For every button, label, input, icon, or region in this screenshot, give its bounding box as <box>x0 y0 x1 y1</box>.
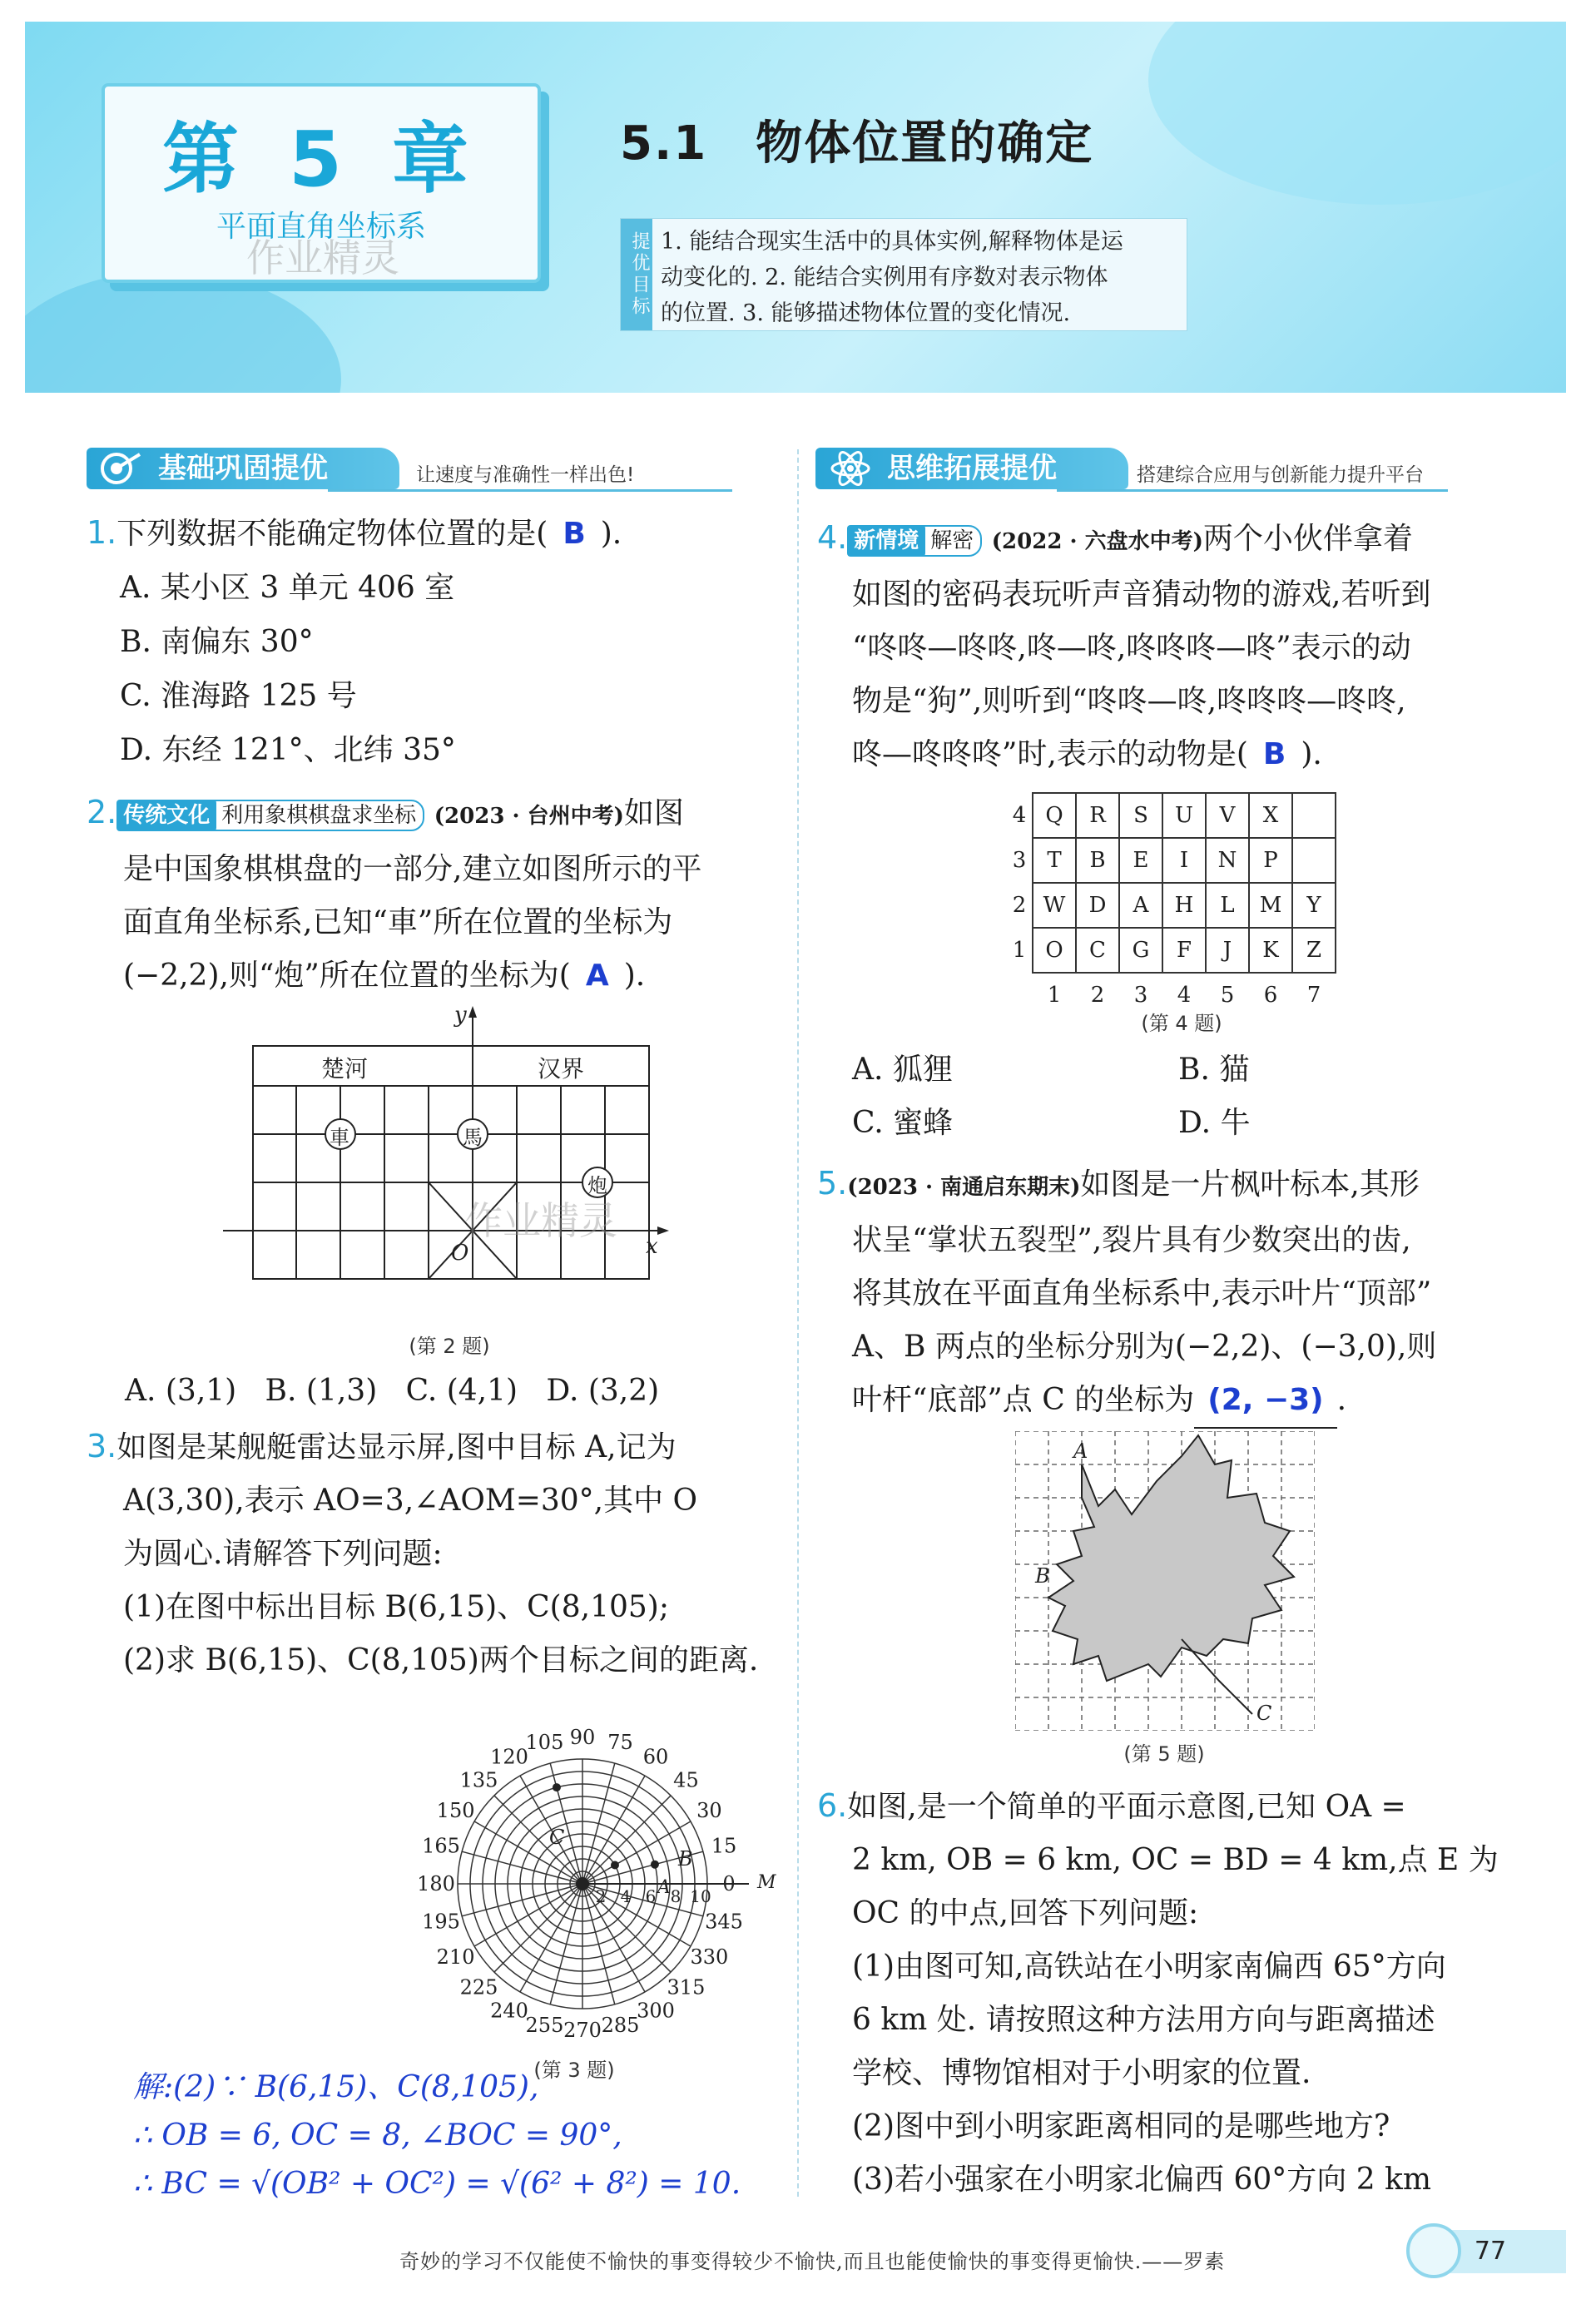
section-title: 基础巩固提优 <box>87 448 399 489</box>
radar-angle-label: 75 <box>607 1730 633 1754</box>
radar-spoke <box>582 1821 691 1884</box>
col-label: 4 <box>1177 983 1192 1008</box>
question-number: 4. <box>817 519 848 556</box>
cipher-cell: C <box>1076 928 1119 973</box>
radar-angle-label: 120 <box>490 1745 528 1769</box>
radar-angle-label: 210 <box>436 1945 475 1969</box>
right-section-header <box>815 448 1481 493</box>
answer: A <box>585 959 609 993</box>
row-label: 1 <box>1012 938 1027 963</box>
cipher-cell: I <box>1162 838 1206 883</box>
cipher-cell: U <box>1162 793 1206 838</box>
radar-angle-label: 180 <box>417 1872 455 1895</box>
cipher-cell: X <box>1249 793 1292 838</box>
y-axis-label: y <box>454 1003 467 1028</box>
question-number: 5. <box>817 1165 848 1202</box>
section-title: 思维拓展提优 <box>815 448 1128 489</box>
answer: B <box>1262 737 1286 771</box>
radar-angle-label: 285 <box>601 2014 640 2038</box>
question-5: 5.(2023 · 南通启东期末)如图是一片枫叶标本,其形 状呈“掌状五裂型”,裂片具有少数突出的齿, 将其放在平面直角坐标系中,表示叶片“顶部” A、B 两点的坐标分别为(−2,2)、(−3,0),则 叶杆“底部”点 C 的坐标为 (2, −3) . <box>817 1157 1516 1429</box>
radar-point-b-label: B <box>678 1847 693 1871</box>
goals-text: 1. 能结合现实生活中的具体实例,解释物体是运 动变化的. 2. 能结合实例用有序数对表示物体 的位置. 3. 能够描述物体位置的变化情况. <box>661 229 1123 326</box>
cipher-cell: L <box>1206 883 1249 928</box>
source: (2023 · 南通启东期末) <box>847 1175 1081 1200</box>
radar-angle-label: 90 <box>569 1726 596 1749</box>
corner <box>1007 973 1033 1017</box>
cipher-cell: J <box>1206 928 1249 973</box>
radar-angle-label: 165 <box>422 1834 460 1858</box>
tag: 新情境 <box>847 525 925 557</box>
section-underline <box>328 489 732 492</box>
radar-point-a-label: A <box>657 1877 671 1898</box>
cipher-cell: O <box>1033 928 1076 973</box>
radar-point-c-label: C <box>549 1826 565 1849</box>
cipher-cell: N <box>1206 838 1249 883</box>
question-6: 6.如图,是一个简单的平面示意图,已知 OA = 2 km, OB = 6 km, OC = BD = 4 km,点 E 为 OC 的中点,回答下列问题: (1)由图可知,高铁站在小明家南偏西 65°方向 6 km 处. 请按照这种方法用方向与距离描述 学校、博物馆相对于小明家的位置. (2)图中到小明家距离相同的是哪些地方? (3)若小强家在小明家北偏西 60°方向 2 km <box>817 1787 1499 2197</box>
col-label: 2 <box>1090 983 1105 1008</box>
watermark: 作业精灵 <box>246 235 399 280</box>
option: C. 淮海路 125 号 <box>120 679 357 713</box>
goals-tag: 提优目标 <box>621 219 652 330</box>
cipher-cell: K <box>1249 928 1292 973</box>
origin-label: O <box>451 1241 469 1266</box>
river-label-left: 楚河 <box>321 1055 369 1083</box>
tag: 传统文化 <box>116 800 216 831</box>
tag-detail: 利用象棋棋盘求坐标 <box>213 800 424 831</box>
cipher-cell: Q <box>1033 793 1076 838</box>
radar-angle-label: 195 <box>422 1910 460 1934</box>
cipher-cell: V <box>1206 793 1249 838</box>
radar-spoke <box>474 1884 582 1946</box>
option: A. 某小区 3 单元 406 室 <box>120 571 455 605</box>
radar-spoke <box>462 1851 582 1884</box>
radar-radius-label: 8 <box>670 1886 682 1906</box>
chapter-title: 第 5 章 <box>161 115 481 204</box>
cipher-cell: D <box>1076 883 1119 928</box>
atom-icon <box>829 451 874 486</box>
chapter-title-box <box>102 83 541 283</box>
cipher-cell <box>1292 793 1336 838</box>
leaf-point-b-label: B <box>1035 1564 1050 1588</box>
radar-angle-label: 255 <box>525 2014 564 2038</box>
radar-radius-label: 6 <box>645 1886 657 1906</box>
option: B. 猫 <box>1178 1053 1250 1087</box>
col-label: 1 <box>1047 983 1062 1008</box>
radar-m-label: M <box>757 1872 776 1893</box>
option: D. 牛 <box>1178 1106 1251 1140</box>
answer: (2, −3) <box>1194 1374 1336 1429</box>
radar-spoke <box>582 1884 645 1992</box>
solution: 解:(2)∵ B(6,15)、C(8,105), ∴ OB = 6, OC = 8, ∠BOC = 90°, ∴ BC = √(OB² + OC²) = √(6² + 8²) = 10. <box>133 2070 741 2201</box>
options-row: A. (3,1) B. (1,3) C. (4,1) D. (3,2) <box>125 1374 660 1408</box>
section-note: 让速度与准确性一样出色! <box>416 464 635 486</box>
col-label: 3 <box>1133 983 1148 1008</box>
source: (2022 · 六盘水中考) <box>991 529 1203 554</box>
maple-leaf-figure <box>1015 1431 1315 1731</box>
radar-point-c <box>553 1783 561 1791</box>
leaf-point-c-label: C <box>1256 1702 1272 1725</box>
question-number: 6. <box>817 1787 848 1824</box>
cipher-cell: S <box>1119 793 1162 838</box>
radar-center <box>576 1877 589 1890</box>
answer: B <box>563 517 586 551</box>
cipher-cell: T <box>1033 838 1076 883</box>
radar-spoke <box>550 1763 582 1884</box>
question-number: 1. <box>87 514 117 551</box>
radar-angle-label: 45 <box>673 1768 699 1792</box>
target-icon <box>98 451 145 486</box>
col-label: 5 <box>1220 983 1235 1008</box>
cipher-cell: W <box>1033 883 1076 928</box>
option: A. 狐狸 <box>852 1053 953 1087</box>
leaf-point-a-label: A <box>1073 1439 1088 1463</box>
footer-quote: 奇妙的学习不仅能使不愉快的事变得较少不愉快,而且也能使愉快的事变得更愉快.——罗素 <box>399 2250 1226 2273</box>
radar-angle-label: 30 <box>696 1799 722 1822</box>
cipher-cell: P <box>1249 838 1292 883</box>
question-number: 2. <box>87 794 117 830</box>
left-section-header <box>87 448 736 493</box>
radar-radius-label: 4 <box>620 1886 632 1906</box>
source: (2023 · 台州中考) <box>434 804 624 829</box>
question-2: 2. 传统文化 利用象棋棋盘求坐标 (2023 · 台州中考)如图 是中国象棋棋盘的一部分,建立如图所示的平 面直角坐标系,已知“車”所在位置的坐标为 (−2,2),则“炮”所在位置的坐标为( A ). <box>87 794 702 993</box>
tag-detail: 解密 <box>922 525 982 557</box>
option: C. 蜜蜂 <box>852 1106 954 1140</box>
option: D. 东经 121°、北纬 35° <box>120 733 456 767</box>
chess-piece-ma: 馬 <box>463 1126 483 1149</box>
figure-caption: (第 4 题) <box>1141 1012 1222 1035</box>
page-number: 77 <box>1415 2230 1566 2273</box>
radar-angle-label: 300 <box>637 1999 675 2023</box>
page-decoration <box>1406 2223 1461 2278</box>
cipher-cell: M <box>1249 883 1292 928</box>
radar-angle-label: 225 <box>459 1975 498 1999</box>
x-axis-label: x <box>646 1234 658 1259</box>
cipher-cell: R <box>1076 793 1119 838</box>
cipher-table <box>1007 792 1336 1017</box>
cipher-cell: E <box>1119 838 1162 883</box>
chess-piece-che: 車 <box>330 1126 349 1149</box>
radar-angle-label: 315 <box>667 1975 706 1999</box>
question-4: 4. 新情境 解密 (2022 · 六盘水中考)两个小伙伴拿着 如图的密码表玩听声音猜动物的游戏,若听到 “咚咚—咚咚,咚—咚,咚咚咚—咚”表示的动 物是“狗”,则听到“咚咚—咚,咚咚咚—咚咚, 咚—咚咚咚”时,表示的动物是( B ). <box>817 519 1431 771</box>
watermark: 作业精灵 <box>464 1198 617 1243</box>
radar-figure <box>391 1709 774 2059</box>
option: B. 南偏东 30° <box>120 625 314 659</box>
section-title: 5.1 物体位置的确定 <box>620 116 1094 171</box>
banner-decoration <box>25 271 341 393</box>
radar-angle-label: 240 <box>490 1999 528 2023</box>
cipher-cell <box>1292 838 1336 883</box>
cipher-cell: F <box>1162 928 1206 973</box>
cipher-cell: Z <box>1292 928 1336 973</box>
radar-radius-label: 2 <box>595 1886 607 1906</box>
cipher-cell: A <box>1119 883 1162 928</box>
radar-angle-label: 105 <box>525 1730 564 1754</box>
col-label: 6 <box>1263 983 1278 1008</box>
radar-angle-label: 15 <box>711 1834 737 1858</box>
goals-box <box>620 218 1187 331</box>
chapter-subtitle: 平面直角坐标系 <box>216 210 426 244</box>
row-label: 3 <box>1012 848 1027 873</box>
radar-point-b <box>651 1861 659 1869</box>
chess-piece-pao: 炮 <box>587 1174 607 1197</box>
radar-spoke <box>582 1763 615 1884</box>
figure-caption: (第 2 题) <box>409 1335 490 1358</box>
river-label-right: 汉界 <box>538 1055 585 1083</box>
radar-radius-label: 10 <box>690 1886 711 1906</box>
radar-angle-label: 345 <box>705 1910 743 1934</box>
radar-angle-label: 330 <box>690 1945 729 1969</box>
section-note: 搭建综合应用与创新能力提升平台 <box>1137 464 1424 486</box>
row-label: 2 <box>1012 893 1027 918</box>
question-1: 1.下列数据不能确定物体位置的是( B ). A. 某小区 3 单元 406 室 B. 南偏东 30° C. 淮海路 125 号 D. 东经 121°、北纬 35° <box>87 506 769 777</box>
question-number: 3. <box>87 1428 117 1464</box>
figure-caption: (第 5 题) <box>1123 1742 1205 1766</box>
radar-angle-label: 135 <box>459 1768 498 1792</box>
radar-spoke <box>474 1821 582 1884</box>
radar-spoke <box>520 1884 582 1992</box>
cipher-cell: G <box>1119 928 1162 973</box>
chessboard-figure <box>223 1003 672 1327</box>
radar-angle-label: 270 <box>563 2019 602 2042</box>
radar-point-a <box>611 1861 619 1870</box>
cipher-cell: H <box>1162 883 1206 928</box>
radar-spoke <box>550 1884 582 2004</box>
radar-angle-label: 150 <box>436 1799 475 1822</box>
row-label: 4 <box>1012 803 1027 828</box>
radar-angle-label: 60 <box>642 1745 669 1769</box>
cipher-cell: B <box>1076 838 1119 883</box>
radar-angle-label: 0 <box>722 1872 736 1895</box>
section-underline <box>1057 489 1448 492</box>
cipher-cell: Y <box>1292 883 1336 928</box>
column-divider <box>797 449 800 2197</box>
col-label: 7 <box>1306 983 1321 1008</box>
radar-spoke <box>462 1884 582 1916</box>
question-3: 3.如图是某舰艇雷达显示屏,图中目标 A,记为 A(3,30),表示 AO=3,∠AOM=30°,其中 O 为圆心.请解答下列问题: (1)在图中标出目标 B(6,15)、C(8,105); (2)求 B(6,15)、C(8,105)两个目标之间的距离. <box>87 1428 759 1677</box>
banner-decoration <box>1148 22 1566 205</box>
figure-caption: (第 3 题) <box>533 2059 615 2082</box>
